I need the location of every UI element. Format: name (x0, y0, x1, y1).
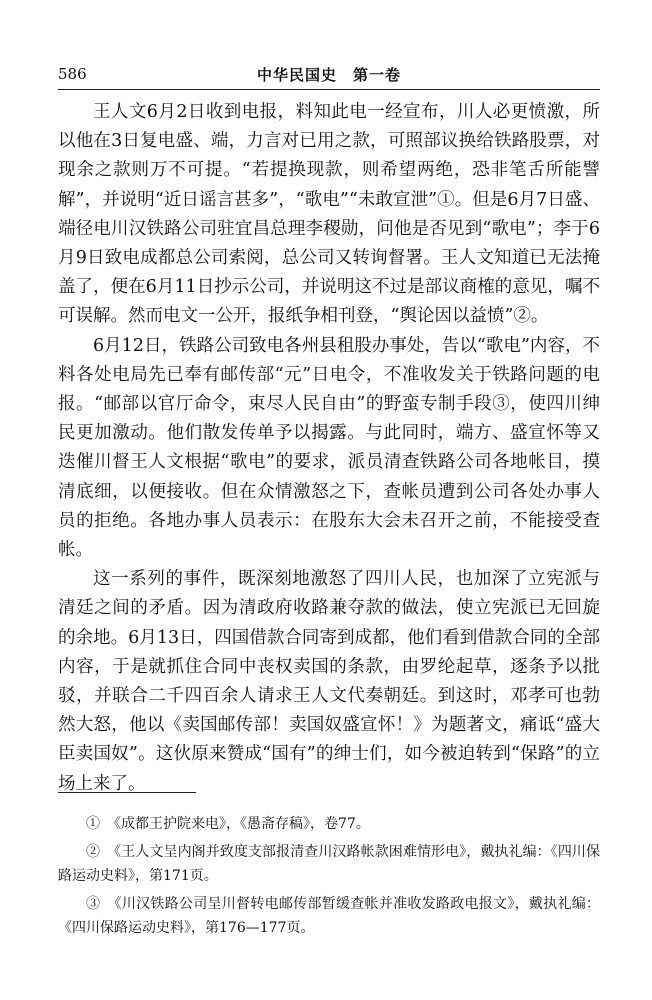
footnote-divider (58, 792, 196, 793)
page-number: 586 (58, 65, 87, 83)
page-header (58, 63, 600, 90)
footnote: ① 《成都王护院来电》，《愚斋存稿》，卷77。 (86, 816, 370, 832)
paragraph: 6月12日，铁路公司致电各州县租股办事处，告以“歌电”内容，不料各处电局先已奉有邮传部“元”日电令，不准收发关于铁路问题的电报。“邮部以官厅命令，束尽人民自由”的野蛮专制手段③，使四川绅民更加激动。他们散发传单予以揭露。与此同时，端方、盛宣怀等又迭催川督王人文根据“歌电”的要求，派员清查铁路公司各地帐目，摸清底细，以便接收。但在众情激怒之下，查帐员遭到公司各处办事人员的拒绝。各地办事人员表示：在股东大会未召开之前，不能接受查帐。 (58, 335, 600, 561)
body-text (58, 98, 600, 799)
footnote: ③ 《川汉铁路公司呈川督转电邮传部暂缓查帐并准收发路政电报文》，戴执礼编：《四川保路运动史料》，第176—177页。 (58, 896, 600, 936)
footnote: ② 《王人文呈内阁并致度支部报清查川汉路帐款困难情形电》，戴执礼编：《四川保路运动史料》，第171页。 (58, 844, 600, 884)
running-title: 中华民国史 第一卷 (256, 66, 401, 84)
footnotes (58, 812, 600, 944)
paragraph: 王人文6月2日收到电报，料知此电一经宣布，川人必更愤激，所以他在3日复电盛、端，力言对已用之款，可照部议换给铁路股票，对现余之款则万不可提。“若提换现款，则希望两绝，恐非笔舌所能譬解”，并说明“近日谣言甚多”，“歌电”“未敢宣泄”①。但是6月7日盛、端径电川汉铁路公司驻宜昌总理李稷勋，问他是否见到“歌电”；李于6月9日致电成都总公司索阅，总公司又转询督署。王人文知道已无法掩盖了，便在6月11日抄示公司，并说明这不过是部议商榷的意见，嘱不可误解。然而电文一公开，报纸争相刊登，“舆论因以益愤”②。 (58, 102, 600, 327)
paragraph: 这一系列的事件，既深刻地激怒了四川人民，也加深了立宪派与清廷之间的矛盾。因为清政府收路兼夺款的做法，使立宪派已无回旋的余地。6月13日，四国借款合同寄到成都，他们看到借款合同的全部内容，于是就抓住合同中丧权卖国的条款，由罗纶起草，逐条予以批驳，并联合二千四百余人请求王人文代奏朝廷。到这时，邓孝可也勃然大怒，他以《卖国邮传部！卖国奴盛宣怀！》为题著文，痛诋“盛大臣卖国奴”。这伙原来赞成“国有”的绅士们，如今被迫转到“保路”的立场上来了。 (58, 569, 600, 794)
